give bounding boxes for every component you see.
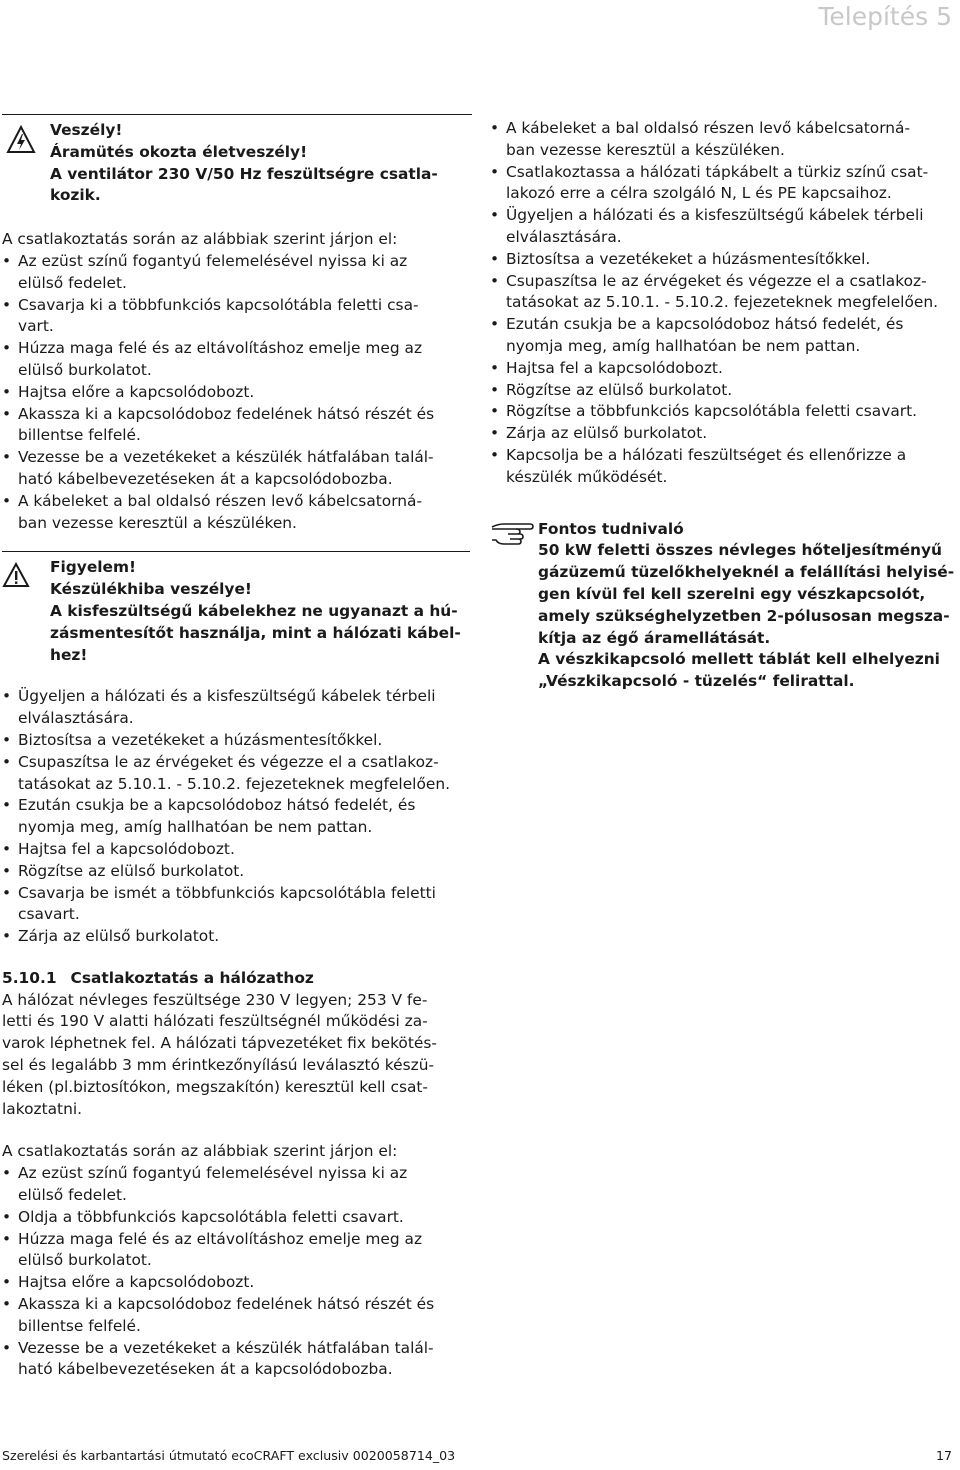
procedure-1 <box>2 229 472 534</box>
list-item: • A kábeleket a bal oldalsó részen levő kábelcsatorná- ban vezesse keresztül a készüléken. <box>2 491 472 535</box>
right-column <box>490 118 960 693</box>
left-column <box>2 114 472 1381</box>
note-line: gen kívül fel kell szerelni egy vészkapcsolót, <box>538 584 926 603</box>
list-item: • Hajtsa előre a kapcsolódobozt. <box>2 1272 472 1294</box>
list-item: • Csupaszítsa le az érvégeket és végezze el a csatlakoz- tatásokat az 5.10.1. - 5.10.2. fejezeteknek megfelelően. <box>2 752 472 796</box>
note-line: kítja az égő áramellátását. <box>538 628 771 647</box>
page-number: 17 <box>935 1448 952 1463</box>
list-item: • Hajtsa fel a kapcsolódobozt. <box>490 358 960 380</box>
section-paragraph-line: varok léphetnek fel. A hálózati tápvezetéket fix bekötés- <box>2 1034 437 1053</box>
section-5-10-1 <box>2 968 472 1381</box>
note-line: 50 kW feletti összes névleges hőteljesítményű <box>538 541 942 560</box>
caution-line: hez! <box>50 645 88 664</box>
page-header-title: Telepítés 5 <box>818 2 952 31</box>
list-item: • Az ezüst színű fogantyú felemelésével nyissa ki az elülső fedelet. <box>2 251 472 295</box>
procedure-intro: A csatlakoztatás során az alábbiak szerint járjon el: <box>2 230 398 249</box>
list-item: • Zárja az elülső burkolatot. <box>490 423 960 445</box>
electric-hazard-icon <box>6 125 36 155</box>
list-item: • Ezután csukja be a kapcsolódoboz hátsó fedelét, és nyomja meg, amíg hallhatóan be nem pattan. <box>490 314 960 358</box>
list-item: • Csatlakoztassa a hálózati tápkábelt a türkiz színű csat- lakozó erre a célra szolgáló N, L és PE kapcsaihoz. <box>490 162 960 206</box>
section-paragraph-line: A hálózat névleges feszültsége 230 V legyen; 253 V fe- <box>2 990 428 1009</box>
note-line: Fontos tudnivaló <box>538 519 684 538</box>
caution-warning-box <box>2 551 470 666</box>
section-paragraph-line: sel és legalább 3 mm érintkezőnyílású leválasztó készü- <box>2 1056 435 1075</box>
note-line: gázüzemű tüzelőkhelyeknél a felállítási helyisé- <box>538 563 955 582</box>
procedure-intro: A csatlakoztatás során az alábbiak szerint járjon el: <box>2 1142 398 1161</box>
danger-warning-box <box>2 114 472 207</box>
list-item: • Kapcsolja be a hálózati feszültséget és ellenőrizze a készülék működését. <box>490 445 960 489</box>
list-item: • Húzza maga felé és az eltávolításhoz emelje meg az elülső burkolatot. <box>2 338 472 382</box>
list-item: • Ügyeljen a hálózati és a kisfeszültségű kábelek térbeli elválasztására. <box>490 205 960 249</box>
section-paragraph-line: léken (pl.biztosítókon, megszakítón) keresztül kell csat- <box>2 1077 428 1096</box>
caution-line: A kisfeszültségű kábelekhez ne ugyanazt a hú- <box>50 601 458 620</box>
caution-line: Készülékhiba veszélye! <box>50 580 252 599</box>
footer-document-title: Szerelési és karbantartási útmutató ecoCRAFT exclusiv 0020058714_03 <box>2 1448 456 1463</box>
page-footer <box>2 1448 952 1464</box>
list-item: • Akassza ki a kapcsolódoboz fedelének hátsó részét és billentse felfelé. <box>2 404 472 448</box>
list-item: • Hajtsa fel a kapcsolódobozt. <box>2 839 472 861</box>
section-heading: 5.10.1 Csatlakoztatás a hálózathoz <box>2 968 314 987</box>
caution-line: Figyelem! <box>50 558 137 577</box>
list-item: • Rögzítse az elülső burkolatot. <box>490 380 960 402</box>
danger-line: A ventilátor 230 V/50 Hz feszültségre csatla- <box>50 164 438 183</box>
list-item: • Zárja az elülső burkolatot. <box>2 926 472 948</box>
danger-line: kozik. <box>50 186 101 205</box>
list-item: • Biztosítsa a vezetékeket a húzásmentesítőkkel. <box>490 249 960 271</box>
list-item: • Húzza maga felé és az eltávolításhoz emelje meg az elülső burkolatot. <box>2 1229 472 1273</box>
note-line: amely szükséghelyzetben 2-pólusosan megsza- <box>538 606 950 625</box>
list-item: • Ügyeljen a hálózati és a kisfeszültségű kábelek térbeli elválasztására. <box>2 686 472 730</box>
procedure-2 <box>2 686 472 948</box>
list-item: • A kábeleket a bal oldalsó részen levő kábelcsatorná- ban vezesse keresztül a készüléken. <box>490 118 960 162</box>
list-item: • Rögzítse az elülső burkolatot. <box>2 861 472 883</box>
list-item: • Biztosítsa a vezetékeket a húzásmentesítőkkel. <box>2 730 472 752</box>
danger-line: Veszély! <box>50 121 123 139</box>
list-item: • Csavarja ki a többfunkciós kapcsolótábla feletti csa- vart. <box>2 295 472 339</box>
list-item: • Hajtsa előre a kapcsolódobozt. <box>2 382 472 404</box>
pointing-hand-icon <box>490 521 534 547</box>
list-item: • Csupaszítsa le az érvégeket és végezze el a csatlakoz- tatásokat az 5.10.1. - 5.10.2. fejezeteknek megfelelően. <box>490 271 960 315</box>
section-paragraph-line: letti és 190 V alatti hálózati feszültségnél működési za- <box>2 1012 428 1031</box>
warning-triangle-icon <box>2 562 30 588</box>
list-item: • Akassza ki a kapcsolódoboz fedelének hátsó részét és billentse felfelé. <box>2 1294 472 1338</box>
note-line: „Vészkikapcsoló - tüzelés“ felirattal. <box>538 672 855 691</box>
list-item: • Az ezüst színű fogantyú felemelésével nyissa ki az elülső fedelet. <box>2 1163 472 1207</box>
list-item: • Ezután csukja be a kapcsolódoboz hátsó fedelét, és nyomja meg, amíg hallhatóan be nem pattan. <box>2 795 472 839</box>
important-note-box <box>490 519 960 693</box>
danger-line: Áramütés okozta életveszély! <box>50 142 308 161</box>
list-item: • Vezesse be a vezetékeket a készülék hátfalában talál- ható kábelbevezetéseken át a kapcsolódobozba. <box>2 1338 472 1382</box>
caution-line: zásmentesítőt használja, mint a hálózati kábel- <box>50 623 461 642</box>
list-item: • Csavarja be ismét a többfunkciós kapcsolótábla feletti csavart. <box>2 883 472 927</box>
list-item: • Rögzítse a többfunkciós kapcsolótábla feletti csavart. <box>490 401 960 423</box>
note-line: A vészkikapcsoló mellett táblát kell elhelyezni <box>538 650 940 669</box>
procedure-3 <box>490 118 960 489</box>
list-item: • Oldja a többfunkciós kapcsolótábla feletti csavart. <box>2 1207 472 1229</box>
section-paragraph-line: lakoztatni. <box>2 1099 82 1118</box>
list-item: • Vezesse be a vezetékeket a készülék hátfalában talál- ható kábelbevezetéseken át a kapcsolódobozba. <box>2 447 472 491</box>
